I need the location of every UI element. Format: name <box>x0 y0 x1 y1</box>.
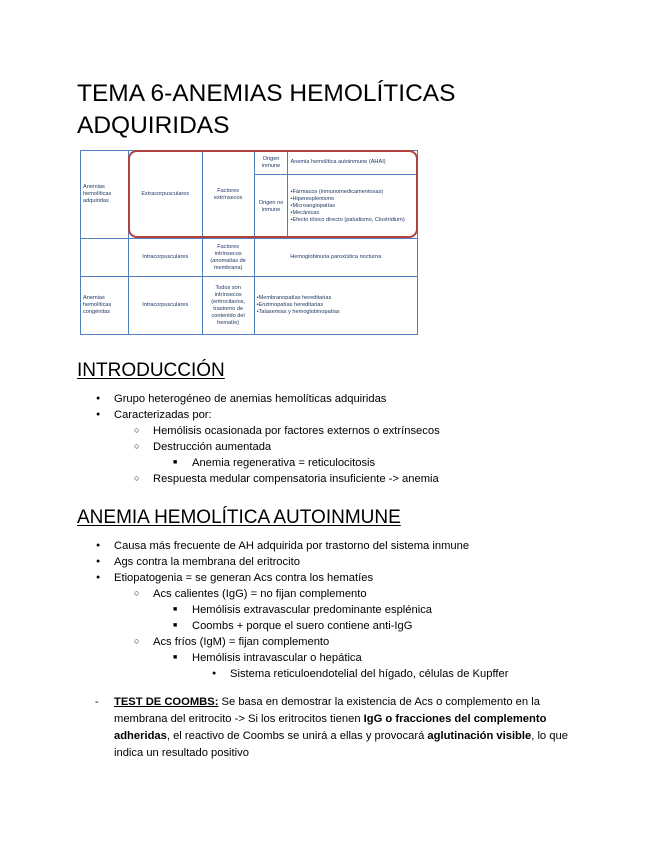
cell-factores-intrinsecos-2: Todos son intrínsecos (eritrocitarios, trastorno de contenido del hematíe) <box>202 277 254 335</box>
cell-origen-inmune: Origen inmune <box>254 151 288 175</box>
list-item: • Enzimopatías hereditarias <box>257 302 415 309</box>
page-title: TEMA 6-ANEMIAS HEMOLÍTICAS ADQUIRIDAS <box>77 80 456 139</box>
cell-ahai: Anemia hemolítica autoinmune (AHAI) <box>288 151 418 175</box>
list-item: • Mecánicas <box>290 210 415 217</box>
list-item: ■ Anemia regenerativa = reticulocitosis <box>0 455 440 471</box>
cell-empty <box>81 239 129 277</box>
list-item: ● Ags contra la membrana del eritrocito <box>0 554 508 570</box>
list-item: ○ Hemólisis ocasionada por factores externos o extrínsecos <box>0 423 440 439</box>
classification-figure <box>80 150 418 334</box>
list-item: ● Etiopatogenia = se generan Acs contra los hematíes <box>0 570 508 586</box>
list-item: ○ Acs fríos (IgM) = fijan complemento <box>0 634 508 650</box>
coombs-text <box>114 694 575 762</box>
coombs-text-3: , lo que indica un resultado positivo <box>114 730 568 759</box>
list-item: ○ Acs calientes (IgG) = no fijan complemento <box>0 586 508 602</box>
classification-table <box>80 150 418 335</box>
cell-hpn: Hemoglobinuria paroxística nocturna <box>254 239 417 277</box>
list-item: • Fármacos (inmunomedicamentosas) <box>290 189 415 196</box>
list-item: • Hiperesplenismo <box>290 196 415 203</box>
cell-congenitas: Anemias hemolíticas congénitas <box>81 277 129 335</box>
list-item: • Efecto tóxico directo (paludismo, Clostridium) <box>290 217 415 224</box>
coombs-paragraph <box>95 694 575 762</box>
section-heading-introduccion: INTRODUCCIÓN <box>77 360 225 381</box>
cell-adquiridas: Anemias hemolíticas adquiridas <box>81 151 129 239</box>
list-item: ■ Hemólisis intravascular o hepática <box>0 650 508 666</box>
list-item: ○ Destrucción aumentada <box>0 439 440 455</box>
cell-extracorpusculares: Extracorpusculares <box>128 151 202 239</box>
list-item: ● Sistema reticuloendotelial del hígado, células de Kupffer <box>0 666 508 682</box>
list-item: ● Grupo heterogéneo de anemias hemolíticas adquiridas <box>0 391 440 407</box>
coombs-text-1: Se basa en demostrar la existencia de Acs o complemento en la membrana del eritrocito -> Si los eritrocitos tienen <box>114 696 540 725</box>
dash-marker: - <box>95 696 99 708</box>
cell-intracorpusculares-2: Intracorpusculares <box>128 277 202 335</box>
coombs-bold-1: IgG o fracciones del complemento adheridas <box>114 713 547 742</box>
coombs-text-2: , el reactivo de Coombs se unirá a ellas y provocará <box>166 730 428 742</box>
cell-congenitas-list <box>254 277 417 335</box>
list-item: ● Causa más frecuente de AH adquirida por trastorno del sistema inmune <box>0 538 508 554</box>
list-item: ○ Respuesta medular compensatoria insuficiente -> anemia <box>0 471 440 487</box>
section-heading-ahai: ANEMIA HEMOLÍTICA AUTOINMUNE <box>77 507 401 528</box>
list-item: ■ Hemólisis extravascular predominante esplénica <box>0 602 508 618</box>
cell-factores-extrinsecos: Factores extrínsecos <box>202 151 254 239</box>
list-item: ■ Coombs + porque el suero contiene anti-IgG <box>0 618 508 634</box>
list-item: • Talasemias y hemoglobinopatías <box>257 309 415 316</box>
coombs-bold-2: aglutinación visible <box>427 730 532 742</box>
intro-list <box>0 391 440 487</box>
cell-origen-no-inmune: Origen no inmune <box>254 175 288 239</box>
cell-factores-intrinsecos-1: Factores intrínsecos (anomalías de membrana) <box>202 239 254 277</box>
ahai-list <box>0 538 508 682</box>
list-item: • Microangiopatías <box>290 203 415 210</box>
coombs-label: TEST DE COOMBS: <box>114 696 219 708</box>
list-item: • Membranopatías hereditarias <box>257 295 415 302</box>
list-item: ● Caracterizadas por: <box>0 407 440 423</box>
cell-no-inmune-list <box>288 175 418 239</box>
cell-intracorpusculares-1: Intracorpusculares <box>128 239 202 277</box>
